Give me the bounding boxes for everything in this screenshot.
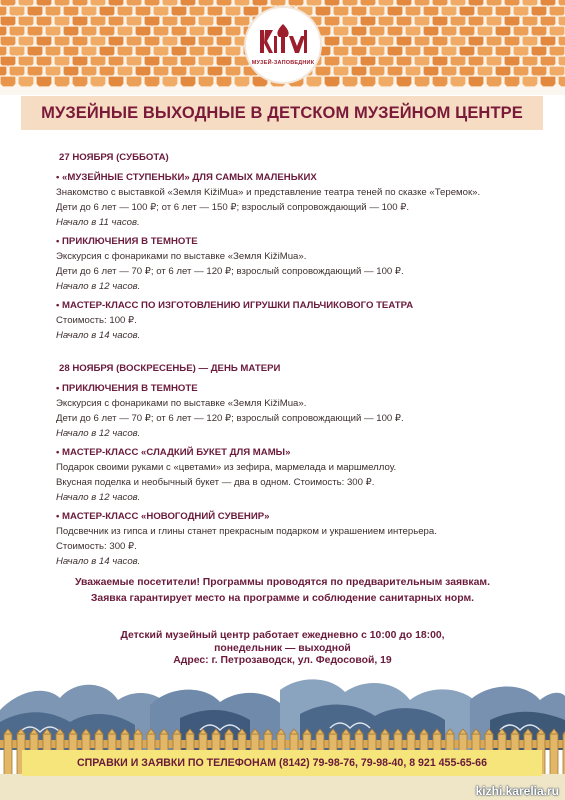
program-item-time: Начало в 11 часов. [56, 217, 140, 228]
program-item [56, 381, 536, 441]
notice-line: Заявка гарантирует место на программе и соблюдение санитарных норм. [90, 593, 475, 604]
program-item [56, 234, 536, 294]
page-title: МУЗЕЙНЫЕ ВЫХОДНЫЕ В ДЕТСКОМ МУЗЕЙНОМ ЦЕНТРЕ [41, 103, 523, 122]
address-line: Адрес: г. Петрозаводск, ул. Федосовой, 19 [173, 655, 392, 666]
landscape-illustration [0, 670, 565, 800]
website-link[interactable]: kizhi.karelia.ru [475, 784, 559, 798]
program-item [56, 170, 536, 230]
program-item [56, 509, 536, 569]
day-block-1 [56, 361, 536, 569]
program-item-title: • ПРИКЛЮЧЕНИЯ В ТЕМНОТЕ [56, 234, 536, 249]
notice-line: Уважаемые посетители! Программы проводятся по предварительным заявкам. [74, 577, 490, 588]
program-item [56, 445, 536, 505]
program-item-price: Вкусная поделка и необычный букет — два в одном. Стоимость: 300 ₽. [56, 477, 375, 488]
program-item-text: Экскурсия с фонариками по выставке «Земля KižiMua». [56, 251, 307, 262]
phone-contacts: СПРАВКИ И ЗАЯВКИ ПО ТЕЛЕФОНАМ (8142) 79-98-76, 79-98-40, 8 921 455-65-66 [77, 757, 487, 769]
program-item-title: • ПРИКЛЮЧЕНИЯ В ТЕМНОТЕ [56, 381, 536, 396]
hours-line: Детский музейный центр работает ежедневно с 10:00 до 18:00, [120, 630, 445, 641]
program-item-time: Начало в 12 часов. [56, 428, 141, 439]
opening-hours [30, 630, 535, 668]
program-item-text: Подсвечник из гипса и глины станет прекрасным подарком и украшением интерьера. [56, 526, 437, 537]
program-item-time: Начало в 14 часов. [56, 330, 141, 341]
program-item-title: • «МУЗЕЙНЫЕ СТУПЕНЬКИ» ДЛЯ САМЫХ МАЛЕНЬКИХ [56, 170, 536, 185]
program-item-price: Стоимость: 100 ₽. [56, 315, 137, 326]
hours-line: понедельник — выходной [214, 642, 351, 654]
program-item-text: Знакомство с выставкой «Земля KižiMua» и представление театра теней по сказке «Теремок». [56, 187, 481, 198]
program-item [56, 298, 536, 343]
church-dome-icon [256, 22, 310, 56]
program-item-title: • МАСТЕР-КЛАСС «НОВОГОДНИЙ СУВЕНИР» [56, 509, 536, 524]
program-item-text: Экскурсия с фонариками по выставке «Земля KižiMua». [56, 398, 307, 409]
program-item-text: Подарок своими руками с «цветами» из зефира, мармелада и маршмеллоу. [56, 462, 397, 473]
visitor-notice [30, 575, 535, 607]
program-item-price: Дети до 6 лет — 70 ₽; от 6 лет — 120 ₽; взрослый сопровождающий — 100 ₽. [56, 266, 404, 277]
phone-bar [22, 750, 542, 776]
day-block-0 [56, 150, 536, 343]
program-item-price: Стоимость: 300 ₽. [56, 541, 137, 552]
program-item-time: Начало в 14 часов. [56, 556, 141, 567]
program-item-time: Начало в 12 часов. [56, 281, 141, 292]
kizhi-logo [246, 8, 320, 82]
program-content [56, 150, 536, 573]
program-item-title: • МАСТЕР-КЛАСС ПО ИЗГОТОВЛЕНИЮ ИГРУШКИ ПАЛЬЧИКОВОГО ТЕАТРА [56, 298, 536, 313]
day-heading: 28 НОЯБРЯ (ВОСКРЕСЕНЬЕ) — ДЕНЬ МАТЕРИ [59, 363, 281, 374]
logo-subtitle: МУЗЕЙ-ЗАПОВЕДНИК [251, 60, 315, 66]
title-banner [21, 96, 543, 130]
program-item-price: Дети до 6 лет — 100 ₽; от 6 лет — 150 ₽; взрослый сопровождающий — 100 ₽. [56, 202, 410, 213]
program-item-time: Начало в 12 часов. [56, 492, 141, 503]
program-item-title: • МАСТЕР-КЛАСС «СЛАДКИЙ БУКЕТ ДЛЯ МАМЫ» [56, 445, 536, 460]
day-heading: 27 НОЯБРЯ (СУББОТА) [59, 152, 169, 163]
program-item-price: Дети до 6 лет — 70 ₽; от 6 лет — 120 ₽; взрослый сопровождающий — 100 ₽. [56, 413, 404, 424]
